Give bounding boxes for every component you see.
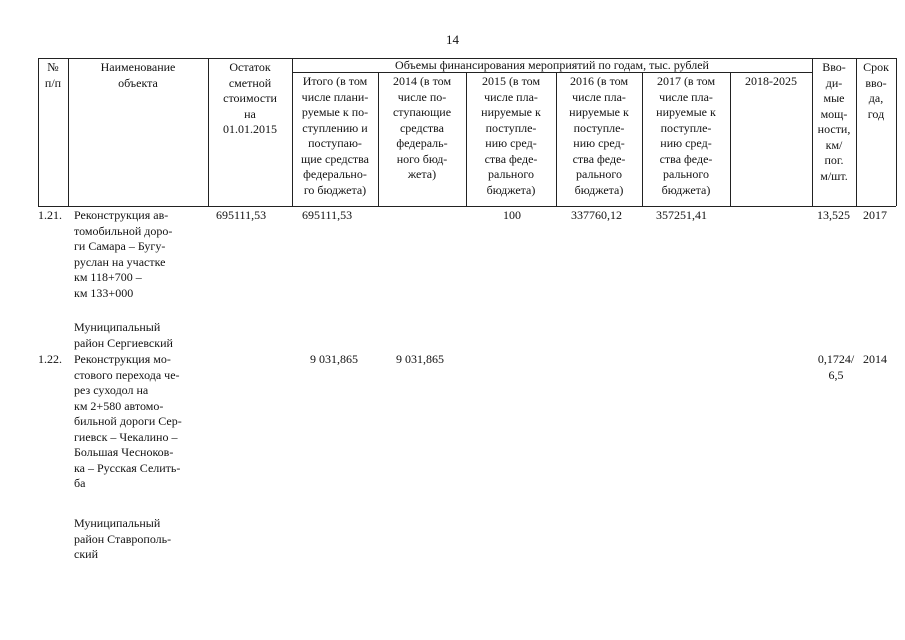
row-capacity: 0,1724/ 6,5: [817, 352, 855, 382]
header-col-remainder: Остаток сметной стоимости на 01.01.2015: [223, 60, 277, 136]
header-col-num: № п/п: [44, 60, 62, 90]
row-2015: 100: [503, 208, 521, 222]
header-funding-group: Объемы финансирования мероприятий по годам, тыс. рублей: [395, 58, 709, 72]
district-label: Муниципальный район Сергиевский: [74, 320, 173, 350]
header-col-name: Наименование объекта: [100, 60, 176, 90]
row-total: 9 031,865: [310, 352, 358, 366]
row-num: 1.21.: [38, 208, 62, 222]
header-col-2015: 2015 (в том числе пла- нируемые к поступле- нию сред- ства феде- рального бюджета): [481, 74, 541, 197]
row-name: Реконструкция ав- томобильной доро- ги Самара – Бугу- руслан на участке км 118+700 – км 133+000: [74, 208, 173, 300]
header-col-total: Итого (в том числе плани- руемые к по- ступлению и поступаю- щие средства федерально- го бюджета): [301, 74, 369, 197]
header-col-2017: 2017 (в том числе пла- нируемые к поступле- нию сред- ства феде- рального бюджета): [656, 74, 716, 197]
row-num: 1.22.: [38, 352, 62, 366]
header-col-capacity: Вво- ди- мые мощ- ности, км/ пог. м/шт.: [817, 60, 851, 183]
row-2017: 357251,41: [656, 208, 707, 222]
header-col-2014: 2014 (в том числе по- ступающие средства федераль- ного бюд- жета): [392, 74, 452, 181]
row-capacity: 13,525: [817, 208, 850, 222]
row-2016: 337760,12: [571, 208, 622, 222]
district-label: Муниципальный район Ставрополь- ский: [74, 516, 172, 561]
row-term: 2017: [863, 208, 887, 222]
row-term: 2014: [863, 352, 887, 366]
header-col-2018-2025: 2018-2025: [745, 74, 797, 88]
page-number: 14: [446, 32, 459, 47]
header-col-term: Срок ввo- да, год: [863, 60, 889, 121]
row-name: Реконструкция мо- стового перехода че- рез суходол на км 2+580 автомо- бильной дороги Сер- гиевск – Чекалино – Большая Чесноков- ка – Русская Селить- ба: [74, 352, 182, 490]
row-2014: 9 031,865: [396, 352, 444, 366]
header-col-2016: 2016 (в том числе пла- нируемые к поступле- нию сред- ства феде- рального бюджета): [569, 74, 629, 197]
row-total: 695111,53: [302, 208, 353, 222]
row-remainder: 695111,53: [216, 208, 267, 222]
